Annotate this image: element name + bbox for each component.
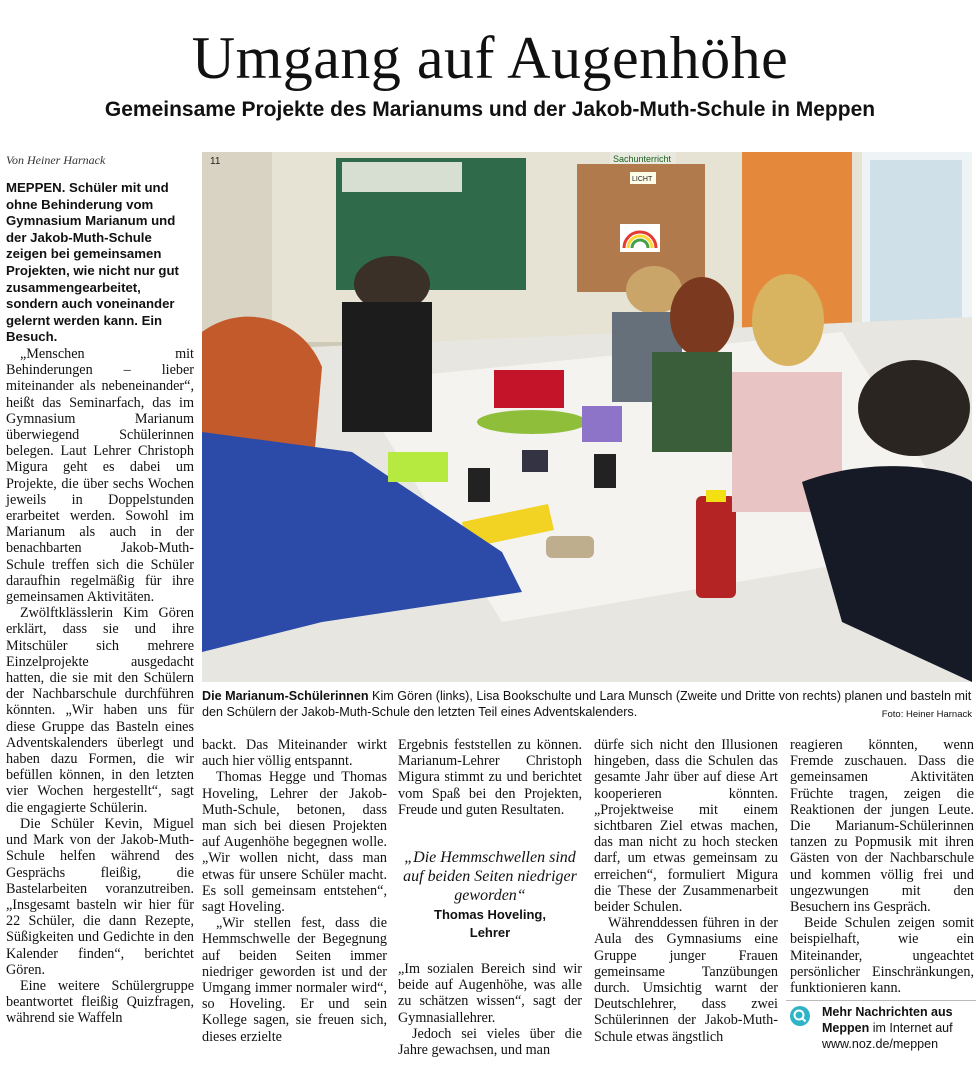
lead-paragraph: MEPPEN. Schüler mit und ohne Behinderung vom Gymnasium Marianum und der Jakob-Muth-Schule zeigen bei gemeinsamen Projekten, wie nicht nur gut zusammengearbeitet, sondern auch voneinander gelernt werden kann. Ein Besuch.: [6, 180, 179, 345]
board-label: Sachunterricht: [613, 154, 672, 164]
paragraph: Jedoch sei vieles über die Jahre gewachsen, und man: [398, 1025, 582, 1059]
promo-heading: Mehr Nachrichten aus Meppen: [822, 1005, 953, 1035]
search-icon: [790, 1006, 810, 1026]
article-column-3-top: [398, 737, 582, 818]
room-number: 11: [210, 156, 221, 167]
classroom-photo: [202, 152, 972, 682]
paragraph: backt. Das Miteinander wirkt auch hier völlig entspannt.: [202, 737, 387, 770]
paragraph: Zwölftklässlerin Kim Gören erklärt, dass sie und ihre Mitschüler sich mehrere Einzelprojekte ausgedacht hatten, die sie mit den Schülern der Nachbarschule durchführen könnten. „Wir haben uns für diese Gruppe das Basteln eines Adventskalenders überlegt und haben dazu Formen, die wir befüllen können, in den letzten vier Wochen hergestellt“, sagt die engagierte Schülerin.: [6, 605, 194, 816]
paragraph: Ergebnis feststellen zu können. Marianum-Lehrer Christoph Migura stimmt zu und berichtet vom Spaß bei den Projekten, Freude und guten Resultaten.: [398, 737, 582, 818]
caption-text: Kim Gören (links), Lisa Bookschulte und Lara Munsch (Zweite und Dritte von rechts) planen und basteln mit den Schülern der Jakob-Muth-Schule den letzten Teil eines Adventskalenders.: [202, 689, 972, 719]
photo-credit: Foto: Heiner Harnack: [881, 709, 972, 720]
paragraph: Die Schüler Kevin, Miguel und Mark von der Jakob-Muth-Schule helfen während des Gesprächs fleißig, die Bastelarbeiten voranzutreiben. „Insgesamt basteln wir hier für 22 Schüler, die dann Rezepte, Süßigkeiten und Gedichte in den Kalender finden“, berichtet Gören.: [6, 815, 194, 978]
article-column-3-bottom: [398, 961, 582, 1058]
paragraph: „Menschen mit Behinderungen – lieber miteinander als nebeneinander“, heißt das Seminarfach, das im Gymnasium Marianum überwiegend Schülerinnen belegen. Laut Lehrer Christoph Migura geht es dabei um Projekte, die über sechs Wochen jeweils in Doppelstunden erarbeitet werden. Sowohl im Marianum als auch in der benachbarten Jakob-Muth-Schule treffen sich die Schüler daraufhin regelmäßig für ihre gemeinsamen Aktivitäten.: [6, 346, 194, 606]
paragraph: „Im sozialen Bereich sind wir beide auf Augenhöhe, was alle zu schätzen wissen“, sagt der Gymnasiallehrer.: [398, 961, 582, 1026]
paragraph: reagieren könnten, wenn Fremde zuschauen. Dass die gemeinsamen Aktivitäten Früchte tragen, zeigen die Reaktionen der jungen Leute. Die Marianum-Schülerinnen tanzen zu Popmusik mit ihren Gästen von der Nachbarschule und kommen völlig frei und ungezwungen mit den Besuchern ins Gespräch.: [790, 737, 974, 916]
online-promo: [790, 1004, 976, 1052]
promo-link[interactable]: www.noz.de/meppen: [822, 1037, 939, 1051]
pull-quote: [398, 848, 582, 941]
promo-divider: [786, 1000, 976, 1001]
quote-role: Lehrer: [469, 925, 511, 940]
headline: Umgang auf Augenhöhe: [191, 25, 789, 91]
quote-text: „Die Hemmschwellen sind auf beiden Seiten niedriger geworden“: [403, 849, 577, 904]
caption-lead: Die Marianum-Schülerinnen: [202, 689, 369, 703]
promo-text: im Internet auf: [869, 1021, 953, 1035]
byline: Von Heiner Harnack: [6, 153, 106, 167]
light-sign: LICHT: [632, 176, 653, 183]
photo-caption: [202, 688, 972, 720]
article-photo: [202, 152, 972, 682]
subheadline: Gemeinsame Projekte des Marianums und der Jakob-Muth-Schule in Meppen: [104, 98, 876, 121]
article-column-5: [790, 737, 974, 996]
article-column-1: [6, 346, 194, 1027]
quote-author: Thomas Hoveling,: [434, 907, 546, 922]
article-column-2: [202, 737, 387, 1045]
paragraph: „Wir stellen fest, dass die Hemmschwelle der Begegnung auf beiden Seiten immer niedriger geworden ist und der Umgang immer normaler wird“, so Hoveling. Er und sein Kollege sagen, sie freuen sich, dieses erzielte: [202, 915, 387, 1045]
article-column-4: [594, 737, 778, 1045]
paragraph: Währenddessen führen in der Aula des Gymnasiums eine Gruppe junger Frauen gemeinsame Tanzübungen durch. Umsichtig warnt der Deutschlehrer, dass zwei Schülerinnen der Jakob-Muth-Schule etwas ängstlich: [594, 915, 778, 1045]
paragraph: Beide Schulen zeigen somit beispielhaft, wie ein Miteinander, ungeachtet persönlicher Einschränkungen, funktionieren kann.: [790, 915, 974, 997]
paragraph: Eine weitere Schülergruppe beantwortet fleißig Quizfragen, während sie Waffeln: [6, 977, 194, 1027]
paragraph: Thomas Hegge und Thomas Hoveling, Lehrer der Jakob-Muth-Schule, betonen, dass man sich bei diesen Projekten auf Augenhöhe begegnen wolle. „Wir wollen nicht, dass man etwas für unsere Schüler macht. Es soll gemeinsam entstehen“, sagt Hoveling.: [202, 769, 387, 916]
paragraph: dürfe sich nicht den Illusionen hingeben, dass die Schulen das gesamte Jahr über auf diese Art kooperieren könnten. „Projektweise mit einem sichtbaren Ziel etwas machen, das man nicht zu hoch stecken darf, um etwas gemeinsam zu erreichen“, formuliert Migura die These der Zusammenarbeit beider Schulen.: [594, 737, 778, 916]
